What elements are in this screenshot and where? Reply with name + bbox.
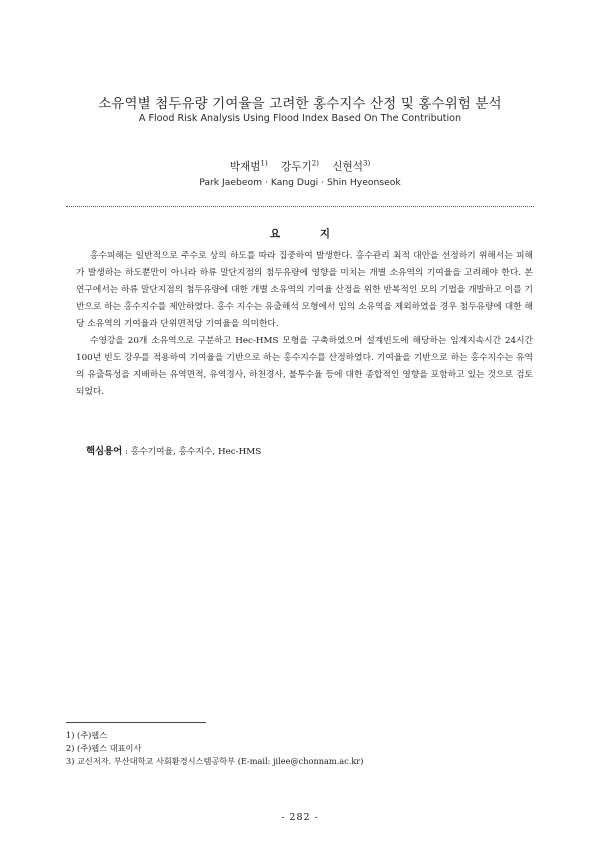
dotted-divider [66,206,534,207]
footnote-2: 2) (주)웹스 대표이사 [66,743,142,753]
abstract-heading: 요 지 [270,228,348,240]
paper-title-korean: 소유역별 첨두유량 기여율을 고려한 홍수지수 산정 및 홍수위험 분석 [98,97,502,112]
author-1 [230,161,268,173]
abstract-body [76,248,533,401]
author-2 [281,161,319,173]
page-number: - 282 - [281,812,319,823]
author-1-name: 박재범 [229,161,261,173]
authors-korean [40,159,560,174]
keywords-label: 핵심용어 [86,446,123,457]
abstract-paragraph-1: 홍수피해는 일반적으로 주수로 상의 하도를 따라 집중하여 발생한다. 홍수관리 최적 대안을 선정하기 위해서는 피해가 발생하는 하도뿐만이 아니라 하류 말단지점의 첨두유량에 영향을 미치는 개별 소유역의 기여율을 고려해야 한다. 본 연구에서는 하류 말단지점의 첨두유량에 대한 개별 소유역의 기여율 산정을 위한 반복적인 모의 기법을 개발하고 이를 기반으로 하는 홍수지수를 제안하였다. 홍수 지수는 유출해석 모형에서 임의 소유역을 제외하였을 경우 첨두유량에 대한 해당 소유역의 기여율과 단위면적당 기여율을 의미한다. [76,251,533,329]
paper-title-english: A Flood Risk Analysis Using Flood Index Based On The Contribution [138,113,462,124]
footnote-1: 1) (주)웹스 [66,730,108,740]
keywords-list: : 홍수기여율, 홍수지수, Hec-HMS [122,447,262,457]
author-1-mark: 1) [260,159,268,168]
footnote-rule [66,722,206,723]
author-3-mark: 3) [363,159,371,168]
footnote-3: 3) 교신저자. 부산대학교 사회환경시스템공학부 (E-mail: jilee@chonnam.ac.kr) [66,756,364,766]
author-2-mark: 2) [311,159,319,168]
footnotes [66,729,536,768]
author-2-name: 강두기 [281,161,312,173]
author-3-name: 신현석 [332,161,364,173]
author-3 [332,161,370,173]
authors-english: Park Jaebeom · Kang Dugi · Shin Hyeonseok [199,177,401,188]
abstract-paragraph-2: 수영강을 20개 소유역으로 구분하고 Hec-HMS 모형을 구축하였으며 설계빈도에 해당하는 임계지속시간 24시간 100년 빈도 강우를 적용하여 기여율을 기반으로 하는 홍수지수를 산정하였다. 기여율을 기반으로 하는 홍수지수는 유역의 유출특성을 지배하는 유역면적, 유역경사, 하천경사, 불투수율 등에 대한 종합적인 영향을 포함하고 있는 것으로 검토되었다. [76,336,533,397]
keywords [86,443,526,457]
